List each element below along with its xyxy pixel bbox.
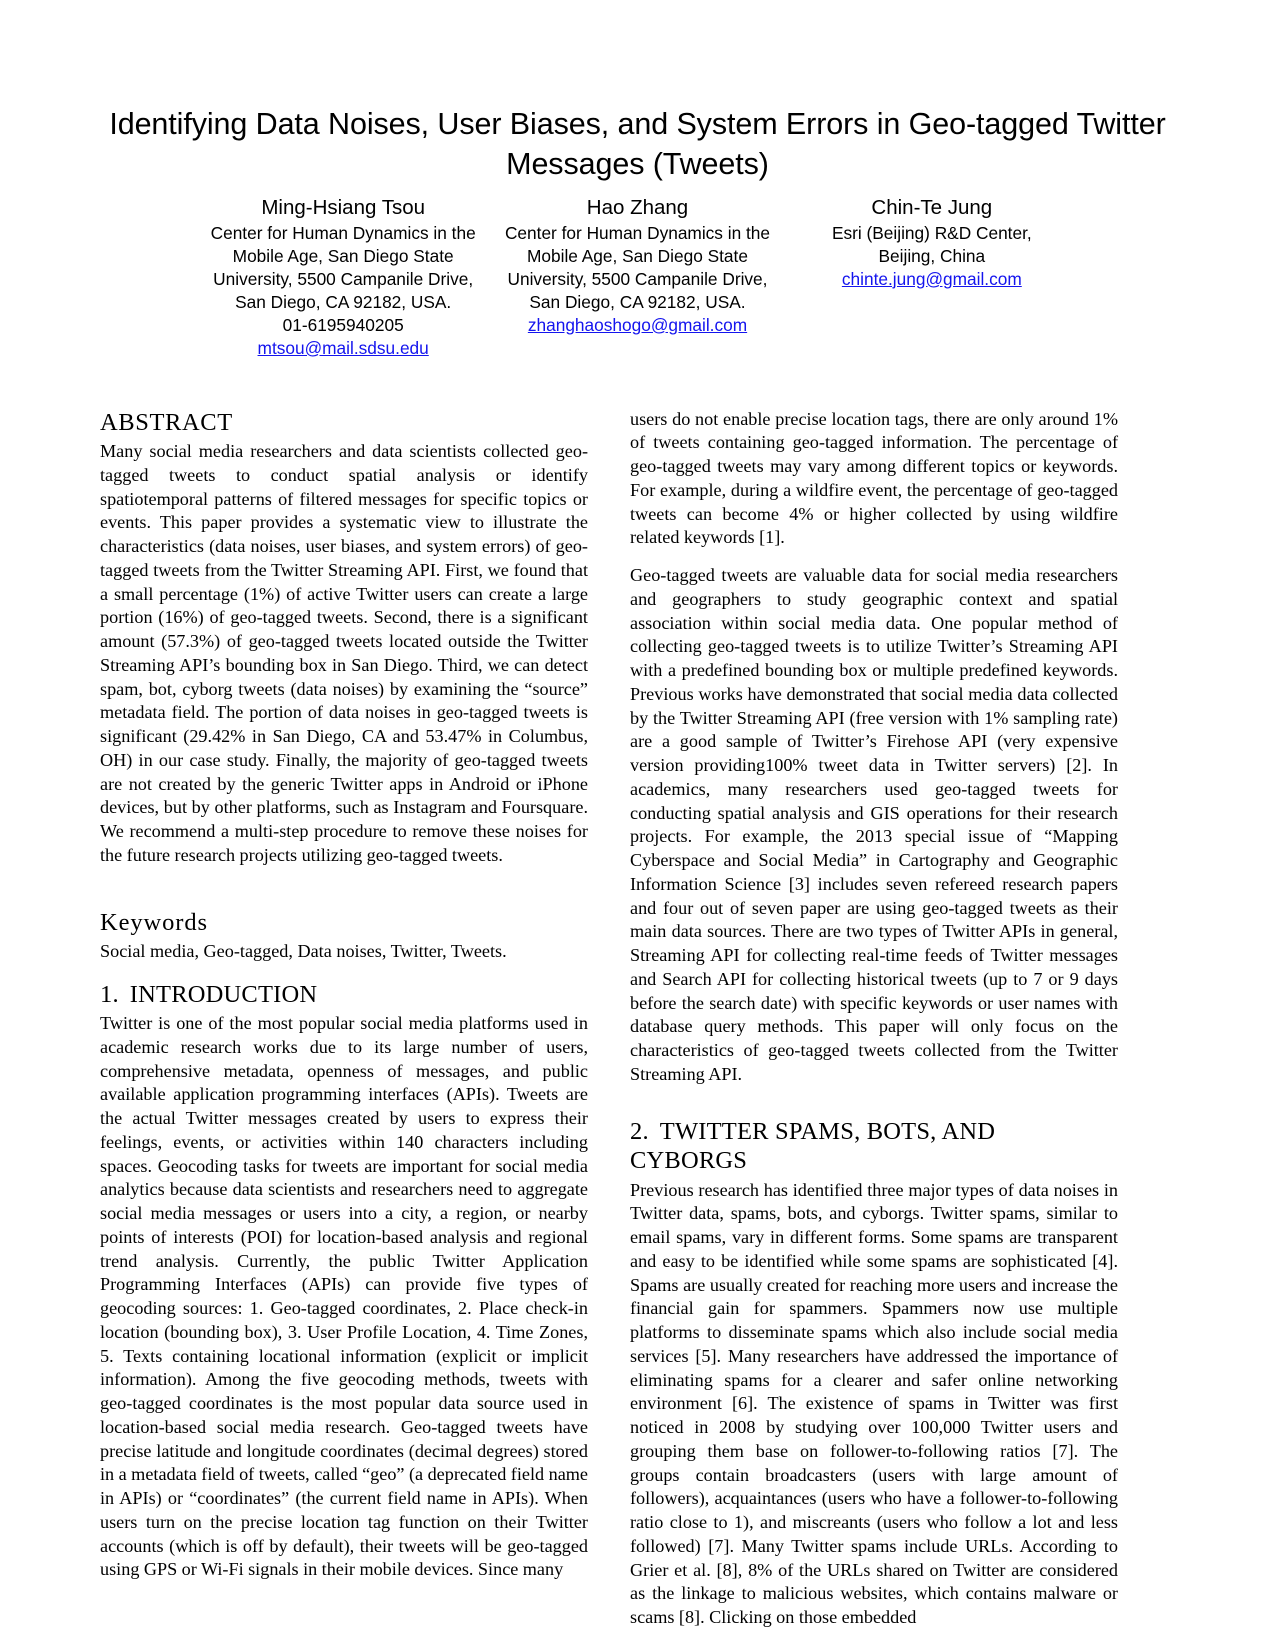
section-2-heading bbox=[630, 1117, 1118, 1176]
left-column bbox=[100, 408, 588, 1582]
page-title: Identifying Data Noises, User Biases, and System Errors in Geo-tagged Twitter Messages (Tweets) bbox=[109, 107, 1166, 182]
affiliation-line: San Diego, CA 92182, USA. bbox=[529, 291, 746, 312]
intro-paragraph: Twitter is one of the most popular social media platforms used in academic research works due to its large number of users, comprehensive metadata, openness of messages, and public available application programming interfaces (APIs). Tweets are the actual Twitter messages created by users to express their feelings, events, or activities within 140 characters including spaces. Geocoding tasks for tweets are important for social media analytics because data scientists and researchers need to aggregate social media messages or users into a city, a region, or nearby points of interests (POI) for location-based analysis and regional trend analysis. Currently, the public Twitter Application Programming Interfaces (APIs) can provide five types of geocoding sources: 1. Geo-tagged coordinates, 2. Place check-in location (bounding box), 3. User Profile Location, 4. Time Zones, 5. Texts containing locational information (explicit or implicit information). Among the five geocoding methods, tweets with geo-tagged coordinates is the most popular data source used in location-based social media research. Geo-tagged tweets have precise latitude and longitude coordinates (decimal degrees) stored in a metadata field of tweets, called “geo” (a deprecated field name in APIs) or “coordinates” (the current field name in APIs). When users turn on the precise location tag function on their Twitter accounts (which is off by default), their tweets will be geo-tagged using GPS or Wi-Fi signals in their mobile devices. Since many bbox=[100, 1013, 588, 1580]
author-email-link[interactable]: zhanghaoshogo@gmail.com bbox=[527, 314, 748, 335]
affiliation-line: Center for Human Dynamics in the bbox=[504, 222, 771, 243]
author-name: Chin-Te Jung bbox=[871, 195, 993, 219]
author-block-3 bbox=[785, 195, 1079, 291]
affiliation-line: Mobile Age, San Diego State bbox=[527, 245, 748, 266]
author-name: Ming-Hsiang Tsou bbox=[261, 195, 426, 219]
keywords-heading: Keywords bbox=[100, 908, 208, 936]
two-column-body bbox=[100, 408, 1175, 1630]
abstract-paragraph: Many social media researchers and data scientists collected geo-tagged tweets to conduct spatial analysis or identify spatiotemporal patterns of filtered messages for specific topics or events. This paper provides a systematic view to illustrate the characteristics (data noises, user biases, and system errors) of geo-tagged tweets from the Twitter Streaming API. First, we found that a small percentage (1%) of active Twitter users can create a large portion (16%) of geo-tagged tweets. Second, there is a significant amount (57.3%) of geo-tagged tweets located outside the Twitter Streaming API’s bounding box in San Diego. Third, we can detect spam, bot, cyborg tweets (data noises) by examining the “source” metadata field. The portion of data noises in geo-tagged tweets is significant (29.42% in San Diego, CA and 53.47% in Columbus, OH) in our case study. Finally, the majority of geo-tagged tweets are not created by the generic Twitter apps in Android or iPhone devices, but by other platforms, such as Instagram and Foursquare. We recommend a multi-step procedure to remove these noises for the future research projects utilizing geo-tagged tweets. bbox=[100, 441, 588, 865]
author-list bbox=[196, 195, 1079, 360]
author-email-link[interactable]: chinte.jung@gmail.com bbox=[841, 268, 1022, 289]
author-email-link[interactable]: mtsou@mail.sdsu.edu bbox=[257, 337, 429, 358]
section-spacer bbox=[630, 1101, 1118, 1117]
right-paragraph-1: users do not enable precise location tags, there are only around 1% of tweets containing geo-tagged information. The percentage of geo-tagged tweets may vary among different topics or keywords. For example, during a wildfire event, the percentage of geo-tagged tweets can become 4% or higher collected by using wildfire related keywords [1]. bbox=[630, 408, 1118, 548]
affiliation-line: Center for Human Dynamics in the bbox=[210, 222, 476, 243]
affiliation-line: Beijing, China bbox=[878, 245, 986, 266]
section-title: INTRODUCTION bbox=[129, 980, 318, 1008]
affiliation-line: Mobile Age, San Diego State bbox=[232, 245, 454, 266]
section-1-heading bbox=[100, 980, 588, 1009]
right-column bbox=[630, 408, 1118, 1630]
section-spacer bbox=[100, 964, 588, 980]
author-block-2 bbox=[490, 195, 784, 337]
author-block-1 bbox=[196, 195, 490, 360]
author-affiliation bbox=[791, 222, 1073, 268]
section-number: 1. bbox=[100, 980, 119, 1008]
affiliation-line: University, 5500 Campanile Drive, bbox=[507, 268, 768, 289]
affiliation-line: University, 5500 Campanile Drive, bbox=[213, 268, 474, 289]
section-number: 2. bbox=[630, 1117, 649, 1145]
affiliation-line: Esri (Beijing) R&D Center, bbox=[831, 222, 1032, 243]
section-spacer bbox=[100, 868, 588, 908]
right-paragraph-2: Geo-tagged tweets are valuable data for social media researchers and geographers to study geographic context and spatial association within social media data. One popular method of collecting geo-tagged tweets is to utilize Twitter’s Streaming API with a predefined bounding box or multiple predefined keywords. Previous works have demonstrated that social media data collected by the Twitter Streaming API (free version with 1% sampling rate) are a good sample of Twitter’s Firehose API (very expensive version providing100% tweet data in Twitter servers) [2]. In academics, many researchers used geo-tagged tweets for conducting spatial analysis and GIS operations for their research projects. For example, the 2013 special issue of “Mapping Cyberspace and Social Media” in Cartography and Geographic Information Science [3] includes seven refereed research papers and four out of seven paper are using geo-tagged tweets as their main data sources. There are two types of Twitter APIs in general, Streaming API for collecting real-time feeds of Twitter messages and Search API for collecting historical tweets (up to 7 or 9 days before the search date) with specific keywords or user names with database query methods. This paper will only focus on the characteristics of geo-tagged tweets collected from the Twitter Streaming API. bbox=[630, 565, 1118, 1084]
author-affiliation bbox=[202, 222, 484, 337]
author-name: Hao Zhang bbox=[586, 195, 689, 219]
affiliation-line: San Diego, CA 92182, USA. bbox=[235, 291, 452, 312]
affiliation-phone: 01-6195940205 bbox=[282, 314, 404, 335]
section-title: TWITTER SPAMS, BOTS, AND CYBORGS bbox=[630, 1117, 996, 1175]
keywords-text: Social media, Geo-tagged, Data noises, Twitter, Tweets. bbox=[100, 941, 507, 962]
author-affiliation bbox=[496, 222, 778, 314]
section-2-paragraph: Previous research has identified three major types of data noises in Twitter data, spams, bots, and cyborgs. Twitter spams, similar to email spams, vary in different forms. Some spams are transparent and easy to be identified while some spams are sophisticated [4]. Spams are usually created for reaching more users and increase the financial gain for spammers. Spammers now use multiple platforms to disseminate spams which also include social media services [5]. Many researchers have addressed the importance of eliminating spams for a clearer and safer online networking environment [6]. The existence of spams in Twitter was first noticed in 2008 by studying over 100,000 Twitter users and grouping them base on follower-to-following ratios [7]. The groups contain broadcasters (users with large amount of followers), acquaintances (users who have a follower-to-following ratio close to 1), and miscreants (users who follow a lot and less followed) [7]. Many Twitter spams include URLs. According to Grier et al. [8], 8% of the URLs shared on Twitter are considered as the linkage to malicious websites, which contains malware or scams [8]. Clicking on those embedded bbox=[630, 1179, 1118, 1628]
title-block bbox=[0, 0, 1275, 360]
abstract-heading: ABSTRACT bbox=[100, 408, 233, 436]
